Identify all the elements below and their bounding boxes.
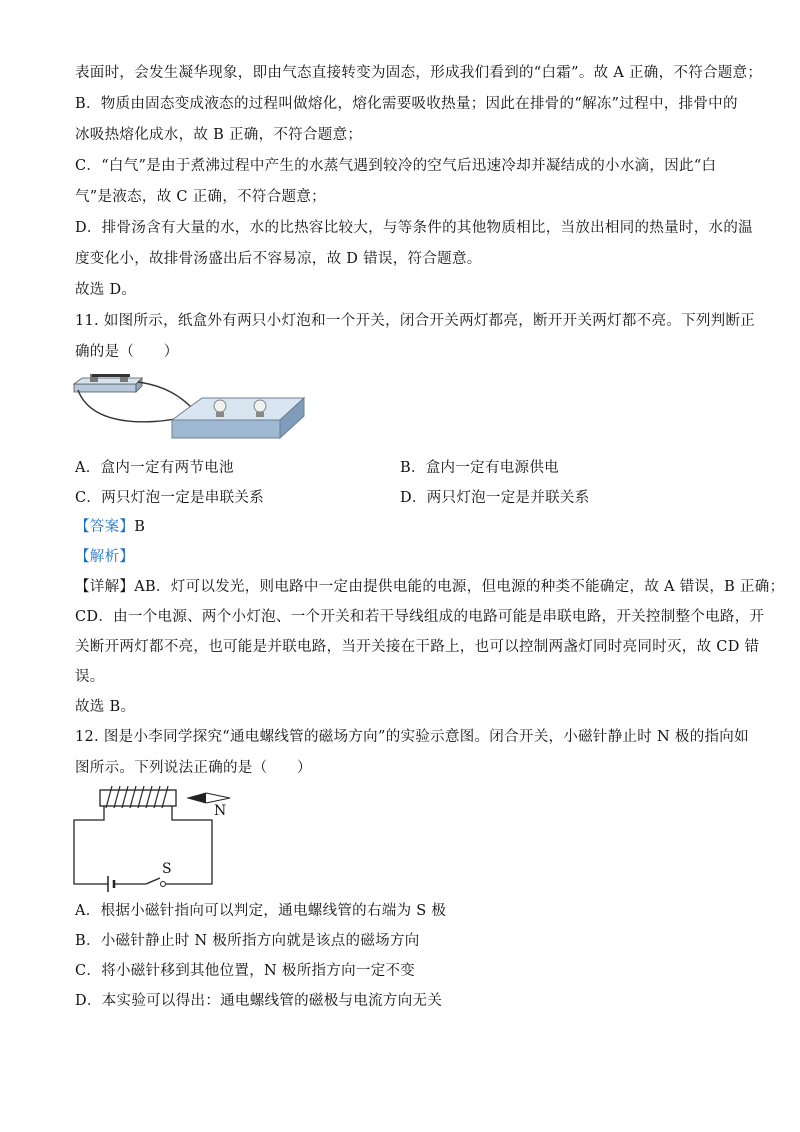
answer-tag: 【答案】 — [75, 519, 135, 535]
text-line: 气”是液态，故 C 正确，不符合题意； — [75, 189, 326, 205]
text-line: 故选 D。 — [75, 282, 137, 298]
circuit-box-figure — [72, 368, 312, 448]
answer-value: B — [134, 519, 146, 535]
detail-tag: 【详解】 — [75, 579, 135, 595]
option-c: C．将小磁针移到其他位置，N 极所指方向一定不变 — [75, 963, 416, 979]
option-d: D．两只灯泡一定是并联关系 — [400, 490, 590, 506]
question-12-stem: 图所示。下列说法正确的是（ ） — [75, 760, 312, 776]
question-12-stem: 12. 图是小李同学探究“通电螺线管的磁场方向”的实验示意图。闭合开关，小磁针静止时 N 极的指向如 — [75, 729, 749, 745]
option-a: A．根据小磁针指向可以判定，通电螺线管的右端为 S 极 — [75, 903, 447, 919]
text-line: 度变化小，故排骨汤盛出后不容易凉，故 D 错误，符合题意。 — [75, 251, 482, 267]
text-line: B．物质由固态变成液态的过程叫做熔化，熔化需要吸收热量；因此在排骨的“解冻”过程中，排骨中的 — [75, 96, 738, 112]
text-line: 关断开两灯都不亮，也可能是并联电路，当开关接在干路上，也可以控制两盏灯同时亮同时灭，故 CD 错 — [75, 639, 760, 655]
text-line: 误。 — [75, 669, 105, 685]
analysis-tag-line — [75, 547, 735, 567]
solenoid-circuit-figure — [70, 782, 250, 892]
detail-line — [75, 577, 785, 597]
answer-line — [75, 517, 735, 537]
option-b: B．盒内一定有电源供电 — [400, 460, 559, 476]
label-n: N — [214, 803, 227, 819]
text-line: 冰吸热熔化成水，故 B 正确，不符合题意； — [75, 127, 363, 143]
text-line: D．排骨汤含有大量的水，水的比热容比较大，与等条件的其他物质相比，当放出相同的热量时，水的温 — [75, 220, 753, 236]
text-line: C．“白气”是由于煮沸过程中产生的水蒸气遇到较冷的空气后迅速冷却并凝结成的小水滴，因此“白 — [75, 158, 717, 174]
question-11-stem: 确的是（ ） — [75, 344, 179, 360]
label-s: S — [162, 861, 172, 877]
detail-text: AB．灯可以发光，则电路中一定由提供电能的电源，但电源的种类不能确定，故 A 错误，B 正确； — [134, 579, 785, 595]
option-d: D．本实验可以得出：通电螺线管的磁极与电流方向无关 — [75, 993, 443, 1009]
text-line: CD．由一个电源、两个小灯泡、一个开关和若干导线组成的电路可能是串联电路，开关控制整个电路，开 — [75, 609, 765, 625]
text-line: 表面时，会发生凝华现象，即由气态直接转变为固态，形成我们看到的“白霜”。故 A 正确，不符合题意； — [75, 65, 763, 81]
option-b: B．小磁针静止时 N 极所指方向就是该点的磁场方向 — [75, 933, 420, 949]
conclusion-line: 故选 B。 — [75, 699, 136, 715]
question-11-stem: 11. 如图所示，纸盒外有两只小灯泡和一个开关，闭合开关两灯都亮，断开开关两灯都不亮。下列判断正 — [75, 313, 756, 329]
analysis-tag: 【解析】 — [75, 549, 135, 565]
option-c: C．两只灯泡一定是串联关系 — [75, 490, 264, 506]
option-a: A．盒内一定有两节电池 — [75, 460, 234, 476]
